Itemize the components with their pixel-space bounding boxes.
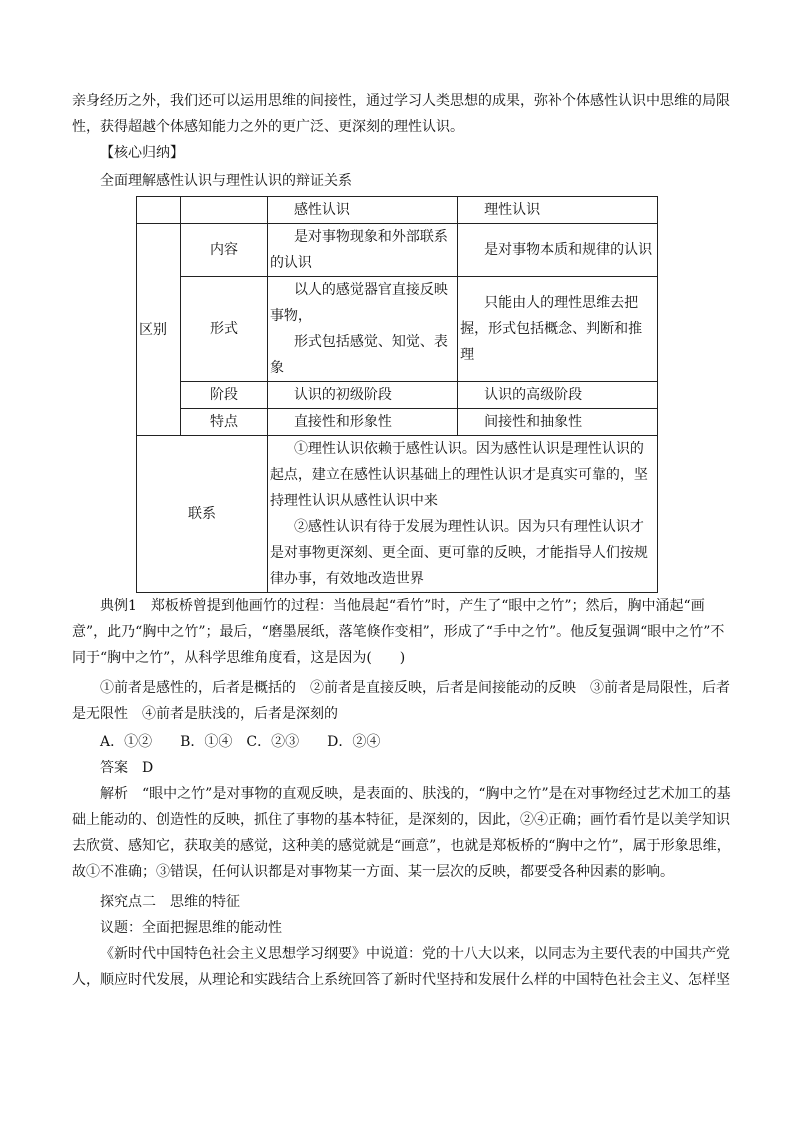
cell-perceptual-line-b: 形式包括感觉、知觉、表象	[269, 334, 448, 376]
table-caption: 全面理解感性认识与理性认识的辩证关系	[100, 173, 352, 189]
row-label: 形式	[181, 277, 268, 382]
document-page	[72, 88, 736, 993]
example-question: 典例1 郑板桥曾提到他画竹的过程：当他晨起“看竹”时，产生了“眼中之竹”；然后，胸中涌起“画意”，此乃“胸中之竹”；最后，“磨墨展纸，落笔倏作变相”，形成了“手中之竹”。他反复强调“眼中之竹”不同于“胸中之竹”，从科学思维角度看，这是因为( )	[72, 598, 725, 666]
cell-rational: 是对事物本质和规律的认识	[458, 224, 658, 277]
table-header-row	[137, 197, 658, 224]
cell-rational: 只能由人的理性思维去把握，形式包括概念、判断和推理	[458, 277, 658, 382]
table-row	[137, 277, 658, 382]
intro-paragraph: 亲身经历之外，我们还可以运用思维的间接性，通过学习人类思想的成果，弥补个体感性认识中思维的局限性，获得超越个体感知能力之外的更广泛、更深刻的理性认识。	[72, 93, 730, 135]
cell-perceptual: 是对事物现象和外部联系的认识	[267, 224, 457, 277]
group-difference-cell: 区别	[137, 224, 181, 436]
cell-perceptual: 认识的初级阶段	[267, 382, 457, 409]
example-statements: ①前者是感性的，后者是概括的 ②前者是直接反映，后者是间接能动的反映 ③前者是局限性，后者是无限性 ④前者是肤浅的，后者是深刻的	[72, 680, 730, 722]
connection-point-2: ②感性认识有待于发展为理性认识。因为只有理性认识才是对事物更深刻、更全面、更可靠的反映，才能指导人们按规律办事，有效地改造世界	[269, 519, 648, 587]
example-analysis: 解析 “眼中之竹”是对事物的直观反映，是表面的、肤浅的，“胸中之竹”是在对事物经过艺术加工的基础上能动的、创造性的反映，抓住了事物的基本特征，是深刻的，因此，②④正确；画竹看竹是以美学知识去欣赏、感知它，获取美的感觉，这种美的感觉就是“画意”，也就是郑板桥的“胸中之竹”，属于形象思维，故①不准确；③错误，任何认识都是对事物某一方面、某一层次的反映，都要受各种因素的影响。	[72, 786, 731, 880]
connection-point-1: ①理性认识依赖于感性认识。因为感性认识是理性认识的起点，建立在感性认识基础上的理性认识才是真实可靠的，坚持理性认识从感性认识中来	[269, 441, 648, 509]
row-label: 内容	[181, 224, 268, 277]
cell-perceptual-line-a: 以人的感觉器官直接反映事物，	[269, 282, 448, 324]
header-perceptual: 感性认识	[267, 197, 457, 224]
example-options: A．①② B．①④ C．②③ D．②④	[100, 734, 381, 750]
header-rational: 理性认识	[458, 197, 658, 224]
table-row	[137, 409, 658, 436]
table-row-connection	[137, 436, 658, 593]
table-row	[137, 224, 658, 277]
core-heading: 【核心归纳】	[100, 145, 184, 161]
section-title: 探究点二 思维的特征	[100, 894, 240, 910]
example-answer: 答案 D	[100, 760, 154, 776]
connection-content	[267, 436, 657, 593]
comparison-table	[136, 196, 658, 593]
connection-label: 联系	[137, 436, 268, 593]
cell-perceptual: 直接性和形象性	[267, 409, 457, 436]
cell-rational: 间接性和抽象性	[458, 409, 658, 436]
cell-rational: 认识的高级阶段	[458, 382, 658, 409]
row-label: 特点	[181, 409, 268, 436]
final-paragraph: 《新时代中国特色社会主义思想学习纲要》中说道：党的十八大以来，以同志为主要代表的中国共产党人，顺应时代发展，从理论和实践结合上系统回答了新时代坚持和发展什么样的中国特色社会主义、怎样坚	[72, 946, 730, 988]
cell-perceptual	[267, 277, 457, 382]
table-row	[137, 382, 658, 409]
topic-line: 议题：全面把握思维的能动性	[100, 920, 282, 936]
row-label: 阶段	[181, 382, 268, 409]
